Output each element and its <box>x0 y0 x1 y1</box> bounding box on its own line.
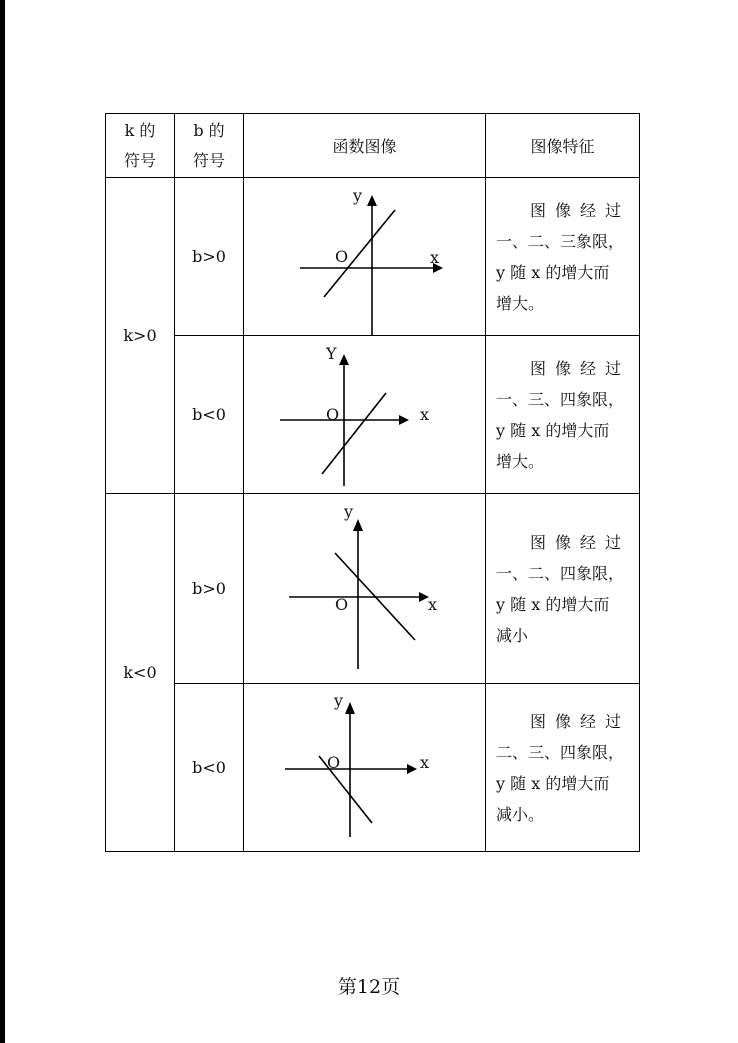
x-axis-label: x <box>420 405 430 424</box>
table-row <box>106 684 640 852</box>
table-row <box>106 336 640 494</box>
description-line: 一、二、三象限， <box>496 231 625 251</box>
graph-cell <box>244 178 486 336</box>
page-left-border <box>0 0 5 1043</box>
description-line: 图像经过 <box>530 711 631 731</box>
description-line: 图像经过 <box>530 358 631 378</box>
header-b-sign <box>175 114 244 178</box>
origin-label: O <box>335 595 349 614</box>
origin-label: O <box>326 405 340 424</box>
graph-k-pos-b-pos <box>244 178 486 335</box>
y-axis-arrow-icon <box>339 354 349 365</box>
b-negative-cell: b<0 <box>175 336 244 494</box>
k-positive-cell: k>0 <box>106 178 175 494</box>
graph-k-neg-b-pos <box>244 494 486 683</box>
description-line: 一、三、四象限， <box>496 389 625 409</box>
description-line: y 随 x 的增大而 <box>496 594 610 614</box>
y-axis-label: Y <box>326 344 337 363</box>
x-axis-label: x <box>420 753 430 772</box>
graph-cell <box>244 336 486 494</box>
origin-label: O <box>327 753 341 772</box>
description-cell <box>486 684 640 852</box>
description-line: 增大。 <box>496 451 545 471</box>
graph-cell <box>244 494 486 684</box>
description-line: 一、二、四象限， <box>496 563 625 583</box>
description-line: y 随 x 的增大而 <box>496 262 610 282</box>
x-axis-label: x <box>428 595 438 614</box>
header-b-sign-line2: 符号 <box>192 150 225 170</box>
graph-k-pos-b-neg <box>244 336 486 493</box>
description-cell <box>486 336 640 494</box>
header-b-sign-line1: b 的 <box>193 120 225 140</box>
header-row <box>106 114 640 178</box>
description-cell <box>486 178 640 336</box>
header-k-sign <box>106 114 175 178</box>
table-row <box>106 494 640 684</box>
origin-label: O <box>335 247 349 266</box>
b-positive-cell: b>0 <box>175 494 244 684</box>
description-line: 图像经过 <box>530 532 631 552</box>
b-positive-cell: b>0 <box>175 178 244 336</box>
b-negative-cell: b<0 <box>175 684 244 852</box>
x-axis-arrow-icon <box>407 764 417 774</box>
header-k-sign-line1: k 的 <box>124 120 156 140</box>
linear-function-table <box>105 113 640 852</box>
y-axis-label: y <box>353 186 363 205</box>
y-axis-label: y <box>334 691 344 710</box>
x-axis-label: x <box>430 248 440 267</box>
x-axis-arrow-icon <box>399 415 409 425</box>
description-line: 二、三、四象限， <box>496 742 625 762</box>
table-row <box>106 178 640 336</box>
y-axis-arrow-icon <box>345 702 355 714</box>
graph-cell <box>244 684 486 852</box>
k-negative-cell: k<0 <box>106 494 175 852</box>
y-axis-label: y <box>344 502 354 521</box>
description-line: 增大。 <box>496 293 545 313</box>
description-line: y 随 x 的增大而 <box>496 773 610 793</box>
page-number: 第12页 <box>337 976 401 998</box>
description-cell <box>486 494 640 684</box>
header-features: 图像特征 <box>486 114 640 178</box>
y-axis-arrow-icon <box>353 519 363 531</box>
header-k-sign-line2: 符号 <box>123 150 156 170</box>
y-axis-arrow-icon <box>367 195 377 206</box>
description-line: 减小 <box>496 625 529 645</box>
description-line: 图像经过 <box>530 200 631 220</box>
description-line: y 随 x 的增大而 <box>496 420 610 440</box>
graph-k-neg-b-neg <box>244 684 486 851</box>
description-line: 减小。 <box>496 804 545 824</box>
header-graph: 函数图像 <box>244 114 486 178</box>
